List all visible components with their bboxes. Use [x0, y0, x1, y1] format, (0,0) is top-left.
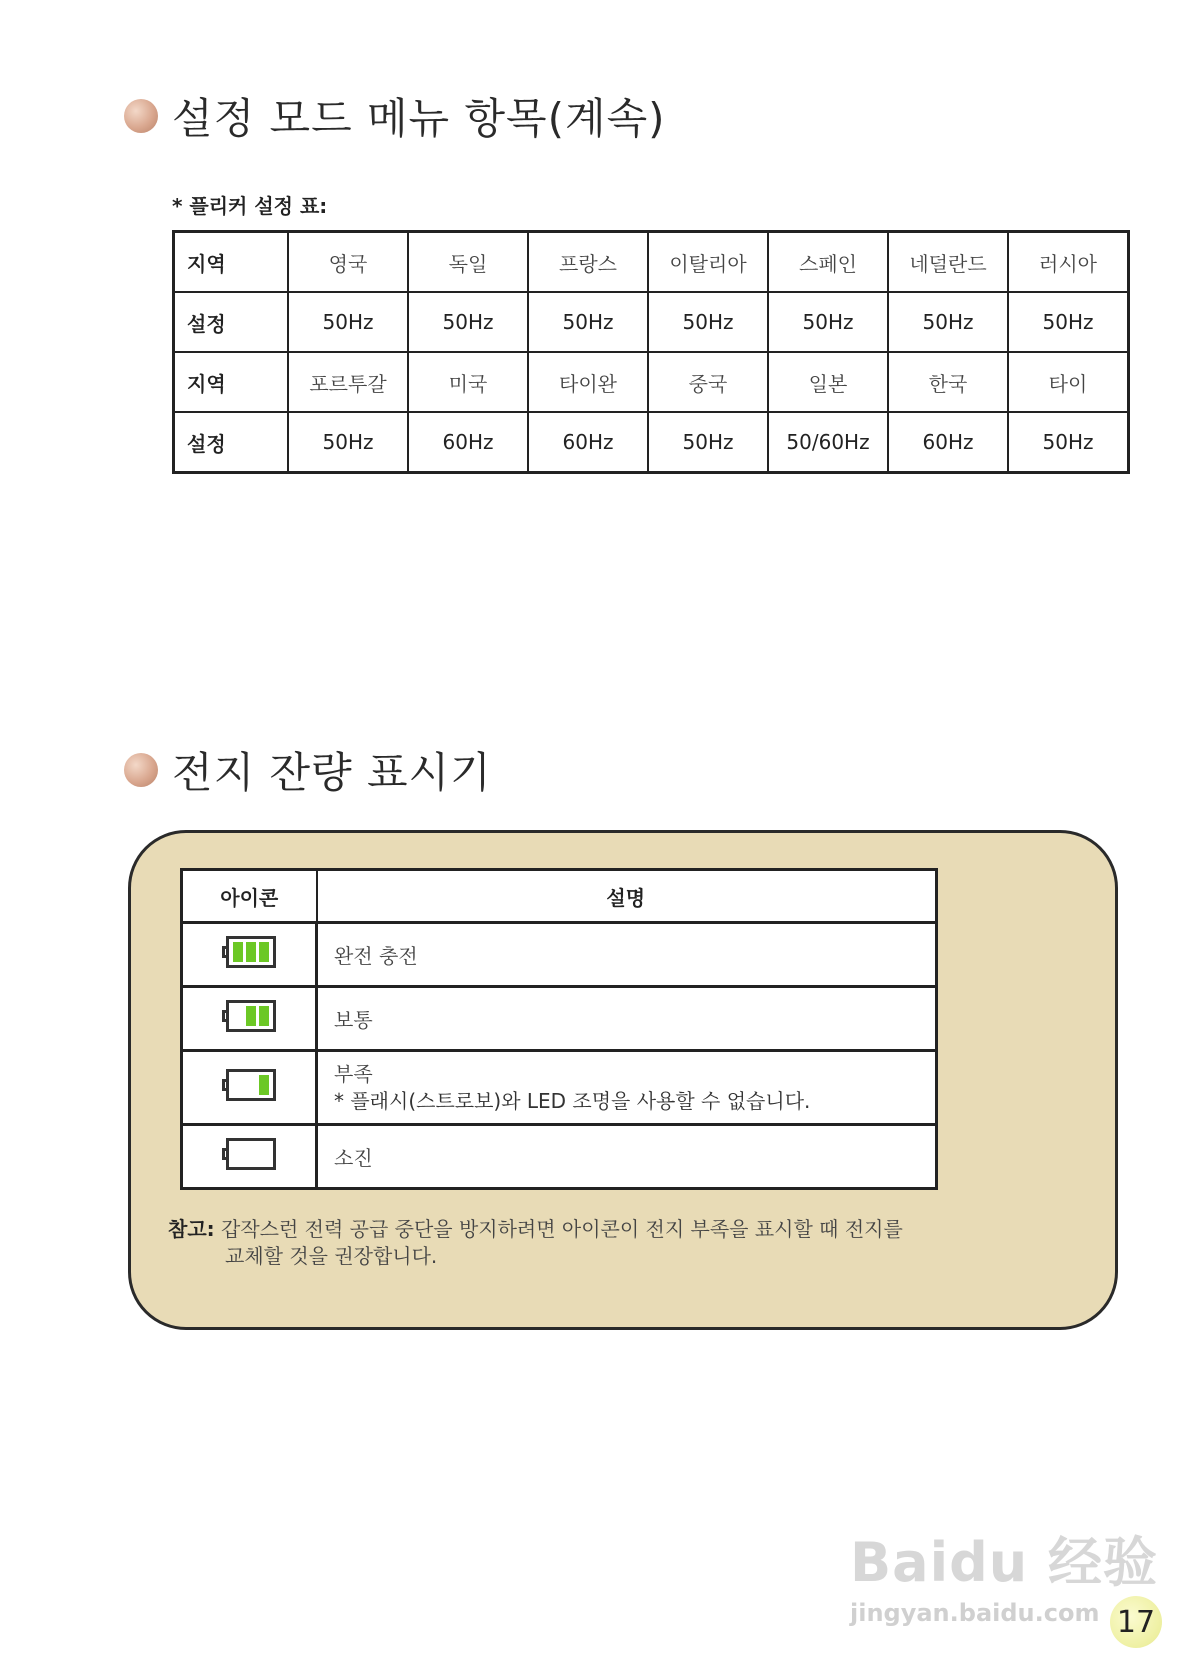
row-header: 지역	[174, 232, 289, 293]
row-header: 지역	[174, 352, 289, 412]
table-cell: 50/60Hz	[768, 412, 888, 473]
note-line1: 갑작스런 전력 공급 중단을 방지하려면 아이콘이 전지 부족을 표시할 때 전지를	[221, 1217, 903, 1241]
table-cell: 50Hz	[888, 292, 1008, 352]
table-cell: 50Hz	[528, 292, 648, 352]
battery-full-icon	[222, 936, 276, 968]
section-title-text: 전지 잔량 표시기	[172, 748, 492, 797]
table-row	[174, 352, 1129, 412]
page-number: 17	[1110, 1596, 1162, 1648]
watermark-url: jingyan.baidu.com	[850, 1599, 1100, 1627]
table-row	[174, 292, 1129, 352]
table-header-row	[182, 870, 937, 923]
table-cell: 이탈리아	[648, 232, 768, 293]
flicker-table-caption: * 플리커 설정 표:	[172, 194, 328, 218]
table-cell: 타이완	[528, 352, 648, 412]
table-cell: 50Hz	[768, 292, 888, 352]
table-cell: 한국	[888, 352, 1008, 412]
table-row	[182, 987, 937, 1051]
table-cell: 50Hz	[288, 292, 408, 352]
header-icon: 아이콘	[182, 870, 317, 923]
battery-desc: 소진	[317, 1125, 937, 1189]
table-cell: 영국	[288, 232, 408, 293]
battery-note	[168, 1216, 903, 1270]
table-cell: 프랑스	[528, 232, 648, 293]
section-title-text: 설정 모드 메뉴 항목(계속)	[172, 94, 666, 143]
battery-half-icon	[222, 1000, 276, 1032]
note-line2: 교체할 것을 권장합니다.	[225, 1244, 438, 1268]
battery-empty-icon	[222, 1138, 276, 1170]
table-cell: 50Hz	[408, 292, 528, 352]
bullet-dot-icon	[124, 753, 158, 787]
table-cell: 네덜란드	[888, 232, 1008, 293]
battery-desc: 완전 충전	[317, 923, 937, 987]
table-cell: 50Hz	[288, 412, 408, 473]
table-row	[174, 232, 1129, 293]
table-cell: 미국	[408, 352, 528, 412]
table-cell: 독일	[408, 232, 528, 293]
section-title-battery	[124, 740, 492, 800]
battery-desc-note: * 플래시(스트로보)와 LED 조명을 사용할 수 없습니다.	[334, 1088, 811, 1113]
table-cell: 50Hz	[648, 292, 768, 352]
battery-desc: 보통	[317, 987, 937, 1051]
table-cell: 60Hz	[888, 412, 1008, 473]
row-header: 설정	[174, 412, 289, 473]
battery-desc: 부족	[334, 1061, 373, 1086]
table-cell: 50Hz	[648, 412, 768, 473]
section-title-settings	[124, 86, 666, 146]
table-cell: 포르투갈	[288, 352, 408, 412]
table-row	[182, 1051, 937, 1125]
table-cell: 스페인	[768, 232, 888, 293]
table-cell: 60Hz	[528, 412, 648, 473]
table-row	[182, 1125, 937, 1189]
note-label: 참고:	[168, 1217, 215, 1241]
table-cell: 중국	[648, 352, 768, 412]
table-cell: 60Hz	[408, 412, 528, 473]
table-cell: 러시아	[1008, 232, 1129, 293]
table-cell: 50Hz	[1008, 412, 1129, 473]
watermark-brand: Baidu 经验	[850, 1531, 1159, 1594]
flicker-table	[172, 230, 1130, 474]
table-cell: 타이	[1008, 352, 1129, 412]
battery-table	[180, 868, 938, 1190]
table-cell: 일본	[768, 352, 888, 412]
battery-low-icon	[222, 1069, 276, 1101]
header-desc: 설명	[317, 870, 937, 923]
row-header: 설정	[174, 292, 289, 352]
bullet-dot-icon	[124, 99, 158, 133]
table-row	[174, 412, 1129, 473]
table-row	[182, 923, 937, 987]
table-cell: 50Hz	[1008, 292, 1129, 352]
